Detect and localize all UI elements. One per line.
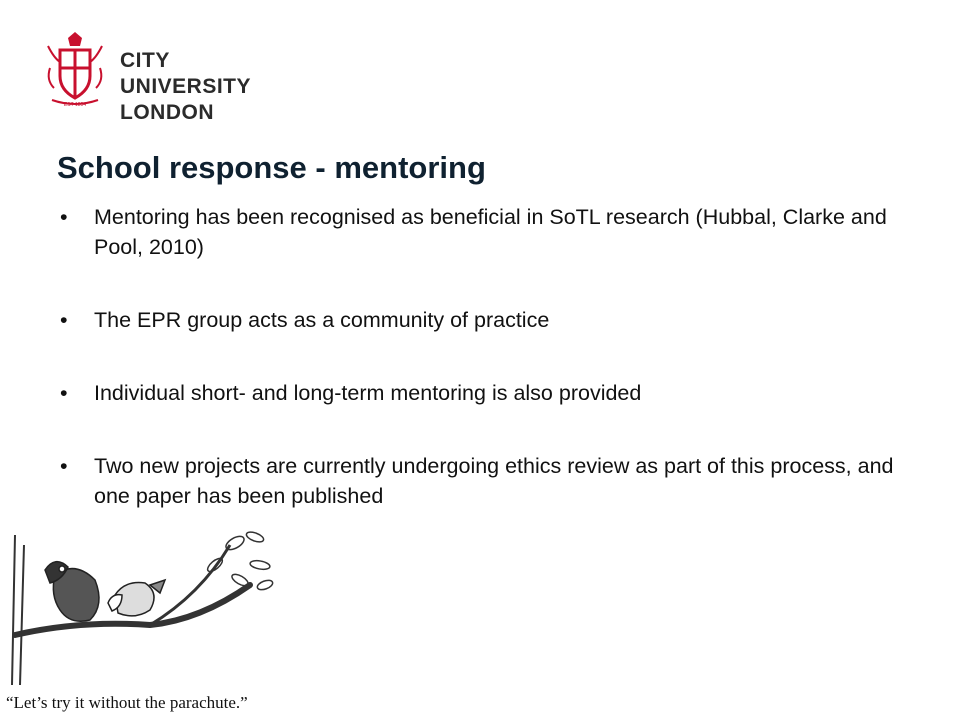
bullet-item: • Individual short- and long-term mentoring is also provided (58, 378, 918, 408)
city-university-logo (40, 28, 300, 124)
bullet-item: • Mentoring has been recognised as beneficial in SoTL research (Hubbal, Clarke and Pool, 2010) (58, 202, 918, 262)
university-crest-icon (40, 28, 110, 108)
bullet-list (58, 202, 918, 554)
bullet-item: • Two new projects are currently undergoing ethics review as part of this process, and one paper has been published (58, 451, 918, 511)
logo-wordmark (120, 48, 300, 126)
cartoon-caption: “Let’s try it without the parachute.” (6, 693, 248, 712)
logo-line1: CITY UNIVERSITY (120, 49, 252, 98)
svg-text:EST 1894: EST 1894 (63, 102, 87, 108)
slide-title: School response - mentoring (57, 150, 486, 185)
bullet-item: • The EPR group acts as a community of practice (58, 305, 918, 335)
birds-on-branch-cartoon (0, 525, 300, 695)
logo-line2: LONDON (120, 101, 214, 124)
